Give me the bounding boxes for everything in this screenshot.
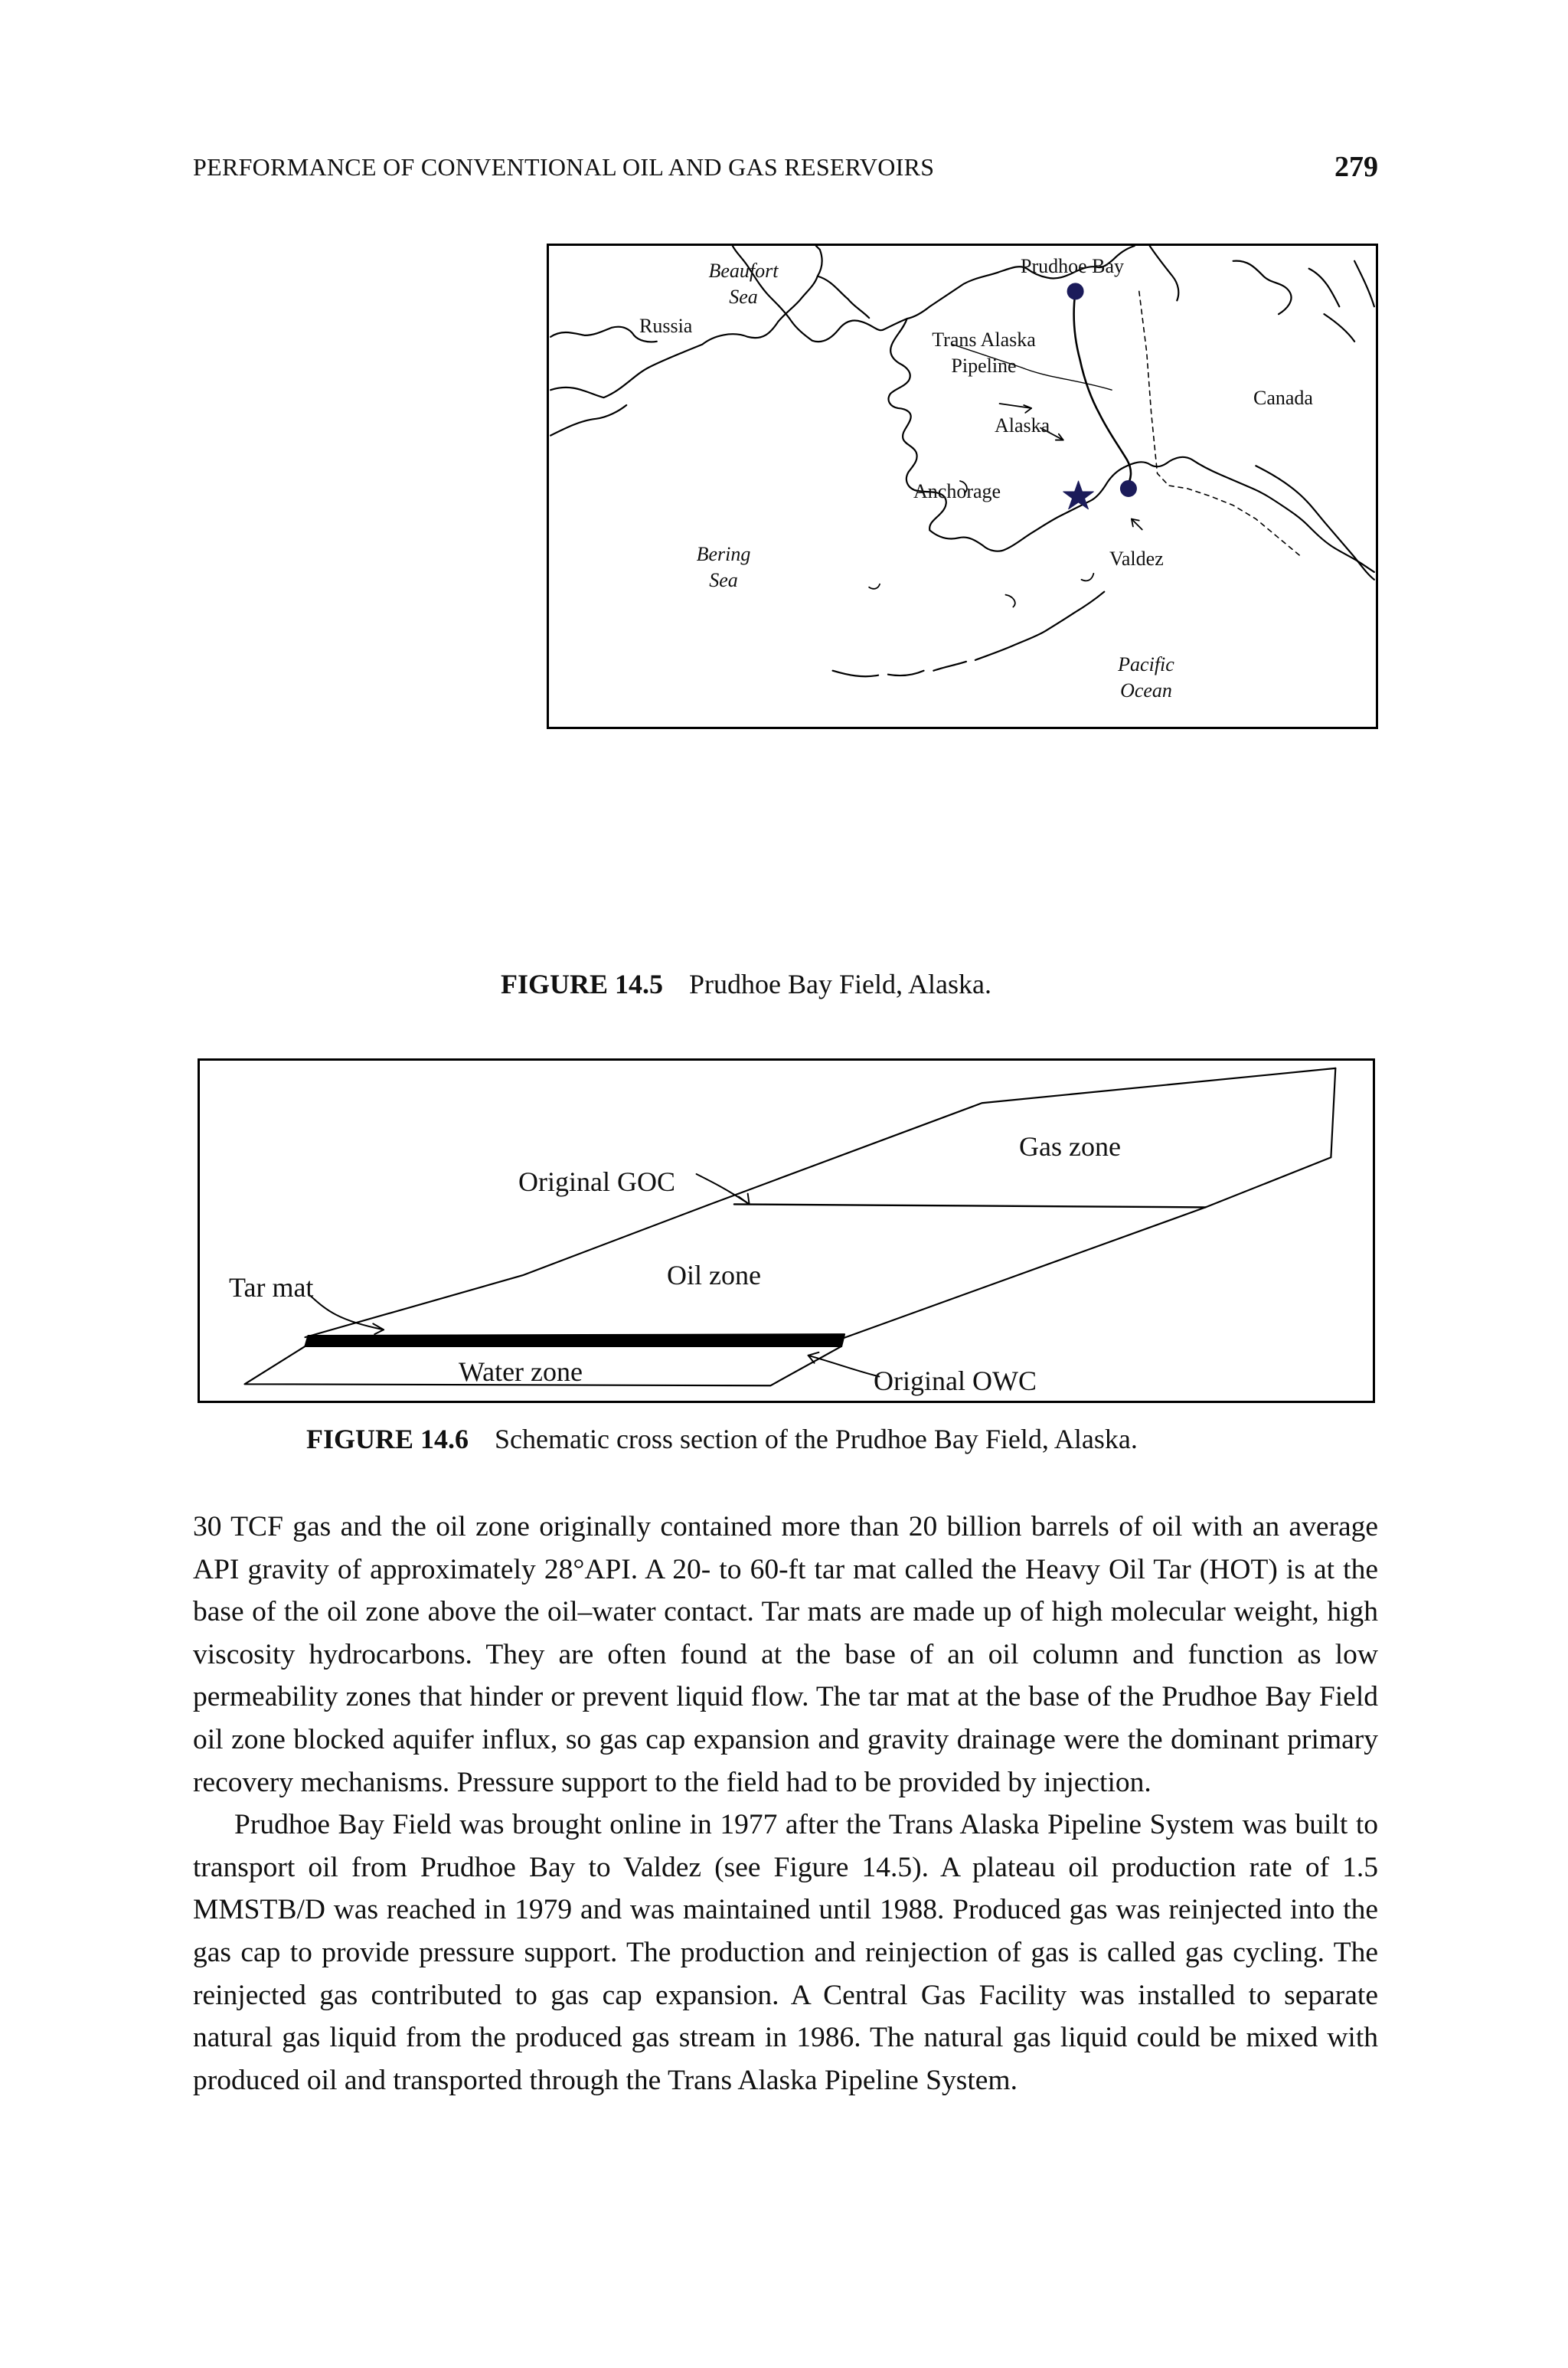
alaska-label: Alaska [995,414,1050,437]
cross-section-drawing [200,1061,1373,1401]
goc-line [734,1204,1206,1207]
pipeline-label: Trans Alaska Pipeline [932,329,1036,377]
oil-zone-label: Oil zone [667,1260,761,1290]
original-owc-label: Original OWC [874,1366,1037,1396]
anchorage-label: Anchorage [913,480,1001,502]
running-head [193,153,1378,191]
figure-14-6-caption [306,1423,1138,1455]
russia-inland [550,327,657,436]
running-head-title: PERFORMANCE OF CONVENTIONAL OIL AND GAS RESERVOIRS [193,153,935,181]
aleutian-chain [833,592,1105,677]
tar-mat-band [305,1334,844,1346]
cross-section-figure [198,1058,1375,1403]
anchorage-star-marker [1063,481,1094,509]
reservoir-base [841,1207,1206,1339]
figure-14-5-text: Prudhoe Bay Field, Alaska. [689,969,991,999]
canada-label: Canada [1253,387,1313,409]
gas-zone-label: Gas zone [1019,1131,1121,1162]
russia-label: Russia [639,315,693,337]
canada-pacific-coast [1256,466,1374,580]
valdez-label: Valdez [1109,548,1164,570]
figure-14-5-caption [501,968,991,1000]
prudhoe-bay-label: Prudhoe Bay [1021,255,1125,277]
canada-border [1139,291,1302,557]
reservoir-right-edge [1206,1068,1336,1208]
paragraph-1: 30 TCF gas and the oil zone originally contained more than 20 billion barrels of oil with an average API gravity of approximately 28°API. A 20- to 60-ft tar mat called the Heavy Oil Tar (HOT) is at the base of the oil zone above the oil–water contact. Tar mats are made up of high molecular weight, high viscosity hydrocarbons. They are often found at the base of an oil column and function as low permeability zones that hinder or prevent liquid flow. The tar mat at the base of the Prudhoe Bay Field oil zone blocked aquifer influx, so gas cap expansion and gravity drainage were the dominant primary recovery mechanisms. Pressure support to the field had to be provided by injection. [193,1511,1378,1798]
figure-14-6-number: FIGURE 14.6 [306,1424,469,1454]
reservoir-top-surface [305,1068,1335,1337]
tar-mat-label: Tar mat [229,1272,314,1303]
beaufort-sea-label: Beaufort Sea [708,260,779,308]
bering-sea-label: Bering Sea [696,543,751,591]
valdez-marker [1121,481,1136,496]
paragraph-2: Prudhoe Bay Field was brought online in 1977 after the Trans Alaska Pipeline System was built to transport oil from Prudhoe Bay to Valdez (see Figure 14.5). A plateau oil production rate of 1.5 MMSTB/D was reached in 1979 and was maintained until 1988. Produced gas was reinjected into the gas cap to provide pressure support. The production and reinjection of gas is called gas cycling. The reinjected gas contributed to gas cap expansion. A Central Gas Facility was installed to separate natural gas liquid from the produced gas stream in 1986. The natural gas liquid could be mixed with produced oil and transported through the Trans Alaska Pipeline System. [193,1809,1378,2096]
water-zone-label: Water zone [459,1356,583,1387]
original-goc-label: Original GOC [518,1166,675,1197]
pacific-ocean-label: Pacific Ocean [1118,653,1174,702]
figure-14-6-text: Schematic cross section of the Prudhoe Bay Field, Alaska. [495,1424,1138,1454]
body-text [193,1506,1378,2101]
alaska-map-figure [547,244,1378,729]
figure-14-5-number: FIGURE 14.5 [501,969,664,999]
trans-alaska-pipeline [1074,291,1131,490]
canada-arctic-coast [1150,246,1374,342]
page-number: 279 [1334,151,1378,183]
prudhoe-bay-marker [1068,284,1083,299]
